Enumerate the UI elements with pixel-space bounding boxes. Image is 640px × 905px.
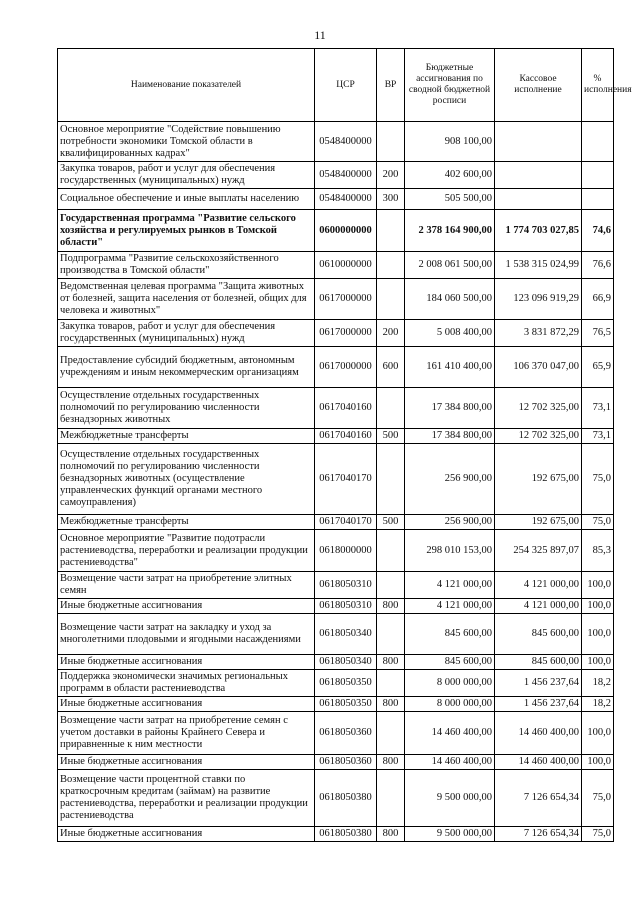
cell-vr: 800	[377, 827, 405, 842]
cell-vr: 200	[377, 162, 405, 189]
table-row	[58, 572, 614, 599]
cell-name: Осуществление отдельных государственных полномочий по регулированию численности безнадзорных животных (осуществление управленческих функций органами местного самоуправления)	[58, 444, 315, 515]
cell-cash: 845 600,00	[495, 655, 582, 670]
table-row	[58, 827, 614, 842]
cell-pct: 100,0	[582, 599, 614, 614]
table-row	[58, 347, 614, 388]
table-row	[58, 279, 614, 320]
header-vr: ВР	[377, 49, 405, 122]
cell-budget: 9 500 000,00	[405, 770, 495, 827]
cell-csr: 0618050350	[315, 697, 377, 712]
cell-budget: 2 378 164 900,00	[405, 210, 495, 252]
cell-name: Иные бюджетные ассигнования	[58, 827, 315, 842]
cell-csr: 0618050340	[315, 655, 377, 670]
table-body	[58, 122, 614, 842]
cell-csr: 0617040170	[315, 515, 377, 530]
cell-name: Социальное обеспечение и иные выплаты населению	[58, 189, 315, 210]
cell-name: Возмещение части затрат на приобретение семян с учетом доставки в районы Крайнего Севера и приравненные к ним местности	[58, 712, 315, 755]
table-row	[58, 697, 614, 712]
cell-cash: 14 460 400,00	[495, 712, 582, 755]
cell-name: Возмещение части процентной ставки по краткосрочным кредитам (займам) на развитие растениеводства, переработки и реализации продукции растениеводства	[58, 770, 315, 827]
cell-vr	[377, 572, 405, 599]
cell-csr: 0618050310	[315, 599, 377, 614]
cell-cash: 14 460 400,00	[495, 755, 582, 770]
cell-pct: 75,0	[582, 444, 614, 515]
cell-vr	[377, 210, 405, 252]
budget-execution-table	[57, 48, 632, 842]
cell-csr: 0618050310	[315, 572, 377, 599]
cell-budget: 9 500 000,00	[405, 827, 495, 842]
cell-cash: 1 774 703 027,85	[495, 210, 582, 252]
cell-csr: 0617040160	[315, 388, 377, 429]
cell-vr: 800	[377, 599, 405, 614]
cell-vr	[377, 530, 405, 572]
cell-pct: 75,0	[582, 770, 614, 827]
cell-budget: 8 000 000,00	[405, 670, 495, 697]
cell-pct: 76,5	[582, 320, 614, 347]
cell-pct: 18,2	[582, 670, 614, 697]
table-row	[58, 189, 614, 210]
cell-csr: 0617000000	[315, 279, 377, 320]
cell-csr: 0618050380	[315, 770, 377, 827]
table-header-row	[58, 49, 614, 122]
cell-vr: 600	[377, 347, 405, 388]
header-name: Наименование показателей	[58, 49, 315, 122]
table-row	[58, 388, 614, 429]
cell-budget: 17 384 800,00	[405, 429, 495, 444]
cell-cash: 3 831 872,29	[495, 320, 582, 347]
cell-pct	[582, 122, 614, 162]
cell-budget: 8 000 000,00	[405, 697, 495, 712]
table-row	[58, 162, 614, 189]
cell-pct: 100,0	[582, 614, 614, 655]
cell-cash	[495, 162, 582, 189]
cell-cash: 7 126 654,34	[495, 827, 582, 842]
cell-pct	[582, 189, 614, 210]
table-row	[58, 530, 614, 572]
cell-name: Возмещение части затрат на приобретение элитных семян	[58, 572, 315, 599]
cell-cash: 1 538 315 024,99	[495, 252, 582, 279]
cell-pct: 73,1	[582, 429, 614, 444]
cell-vr	[377, 670, 405, 697]
cell-vr: 200	[377, 320, 405, 347]
cell-pct: 100,0	[582, 712, 614, 755]
page-number: 11	[314, 28, 326, 42]
cell-cash: 192 675,00	[495, 444, 582, 515]
cell-cash: 192 675,00	[495, 515, 582, 530]
table-row	[58, 712, 614, 755]
cell-csr: 0548400000	[315, 189, 377, 210]
cell-name: Межбюджетные трансферты	[58, 429, 315, 444]
cell-name: Закупка товаров, работ и услуг для обеспечения государственных (муниципальных) нужд	[58, 162, 315, 189]
cell-pct: 65,9	[582, 347, 614, 388]
cell-budget: 505 500,00	[405, 189, 495, 210]
cell-pct: 100,0	[582, 755, 614, 770]
cell-cash	[495, 189, 582, 210]
cell-cash: 123 096 919,29	[495, 279, 582, 320]
cell-name: Закупка товаров, работ и услуг для обеспечения государственных (муниципальных) нужд	[58, 320, 315, 347]
table-row	[58, 755, 614, 770]
cell-pct: 100,0	[582, 655, 614, 670]
cell-pct: 85,3	[582, 530, 614, 572]
table-row	[58, 210, 614, 252]
cell-cash: 12 702 325,00	[495, 388, 582, 429]
cell-name: Подпрограмма "Развитие сельскохозяйственного производства в Томской области"	[58, 252, 315, 279]
cell-budget: 845 600,00	[405, 614, 495, 655]
cell-vr	[377, 279, 405, 320]
cell-name: Основное мероприятие "Содействие повышению потребности экономики Томской области в квалифицированных кадрах"	[58, 122, 315, 162]
cell-vr: 500	[377, 429, 405, 444]
cell-cash: 12 702 325,00	[495, 429, 582, 444]
cell-cash: 1 456 237,64	[495, 697, 582, 712]
cell-csr: 0617000000	[315, 320, 377, 347]
table-row	[58, 670, 614, 697]
cell-name: Государственная программа "Развитие сельского хозяйства и регулируемых рынков в Томской области"	[58, 210, 315, 252]
cell-cash: 7 126 654,34	[495, 770, 582, 827]
cell-vr: 500	[377, 515, 405, 530]
cell-csr: 0617000000	[315, 347, 377, 388]
cell-csr: 0617040160	[315, 429, 377, 444]
cell-vr	[377, 122, 405, 162]
cell-vr	[377, 712, 405, 755]
cell-budget: 2 008 061 500,00	[405, 252, 495, 279]
cell-pct: 100,0	[582, 572, 614, 599]
header-budget: Бюджетные ассигнования по сводной бюджетной росписи	[405, 49, 495, 122]
table-row	[58, 515, 614, 530]
cell-name: Поддержка экономически значимых региональных программ в области растениеводства	[58, 670, 315, 697]
cell-name: Ведомственная целевая программа "Защита животных от болезней, защита населения от болезней, общих для человека и животных"	[58, 279, 315, 320]
cell-name: Межбюджетные трансферты	[58, 515, 315, 530]
cell-name: Осуществление отдельных государственных полномочий по регулированию численности безнадзорных животных	[58, 388, 315, 429]
cell-name: Иные бюджетные ассигнования	[58, 655, 315, 670]
table-row	[58, 614, 614, 655]
table-row	[58, 320, 614, 347]
cell-vr: 300	[377, 189, 405, 210]
table-row	[58, 770, 614, 827]
cell-csr: 0548400000	[315, 122, 377, 162]
table-row	[58, 599, 614, 614]
header-csr: ЦСР	[315, 49, 377, 122]
cell-budget: 14 460 400,00	[405, 755, 495, 770]
table-row	[58, 444, 614, 515]
cell-pct: 18,2	[582, 697, 614, 712]
table-row	[58, 122, 614, 162]
cell-budget: 184 060 500,00	[405, 279, 495, 320]
cell-vr: 800	[377, 755, 405, 770]
cell-cash: 4 121 000,00	[495, 599, 582, 614]
cell-cash: 845 600,00	[495, 614, 582, 655]
cell-cash: 254 325 897,07	[495, 530, 582, 572]
cell-csr: 0618050350	[315, 670, 377, 697]
cell-pct	[582, 162, 614, 189]
cell-csr: 0548400000	[315, 162, 377, 189]
cell-budget: 845 600,00	[405, 655, 495, 670]
header-percent: % исполнения	[582, 49, 614, 122]
table-row	[58, 252, 614, 279]
cell-pct: 76,6	[582, 252, 614, 279]
cell-vr	[377, 614, 405, 655]
cell-name: Иные бюджетные ассигнования	[58, 697, 315, 712]
cell-budget: 4 121 000,00	[405, 599, 495, 614]
cell-pct: 75,0	[582, 515, 614, 530]
cell-csr: 0618050340	[315, 614, 377, 655]
header-cash: Кассовое исполнение	[495, 49, 582, 122]
cell-csr: 0610000000	[315, 252, 377, 279]
cell-budget: 256 900,00	[405, 444, 495, 515]
cell-csr: 0617040170	[315, 444, 377, 515]
cell-name: Основное мероприятие "Развитие подотрасли растениеводства, переработки и реализации продукции растениеводства"	[58, 530, 315, 572]
cell-csr: 0618050360	[315, 712, 377, 755]
cell-vr	[377, 770, 405, 827]
cell-pct: 73,1	[582, 388, 614, 429]
cell-csr: 0618050380	[315, 827, 377, 842]
cell-budget: 14 460 400,00	[405, 712, 495, 755]
cell-cash: 1 456 237,64	[495, 670, 582, 697]
cell-name: Возмещение части затрат на закладку и уход за многолетними плодовыми и ягодными насаждениями	[58, 614, 315, 655]
cell-cash: 106 370 047,00	[495, 347, 582, 388]
cell-vr: 800	[377, 655, 405, 670]
cell-budget: 908 100,00	[405, 122, 495, 162]
table-row	[58, 655, 614, 670]
cell-vr	[377, 444, 405, 515]
cell-budget: 402 600,00	[405, 162, 495, 189]
cell-vr	[377, 388, 405, 429]
cell-csr: 0618000000	[315, 530, 377, 572]
cell-budget: 161 410 400,00	[405, 347, 495, 388]
cell-name: Иные бюджетные ассигнования	[58, 599, 315, 614]
cell-vr	[377, 252, 405, 279]
table-row	[58, 429, 614, 444]
cell-vr: 800	[377, 697, 405, 712]
cell-cash	[495, 122, 582, 162]
cell-pct: 74,6	[582, 210, 614, 252]
cell-budget: 17 384 800,00	[405, 388, 495, 429]
cell-name: Иные бюджетные ассигнования	[58, 755, 315, 770]
cell-csr: 0618050360	[315, 755, 377, 770]
cell-pct: 75,0	[582, 827, 614, 842]
cell-name: Предоставление субсидий бюджетным, автономным учреждениям и иным некоммерческим организациям	[58, 347, 315, 388]
cell-pct: 66,9	[582, 279, 614, 320]
cell-budget: 4 121 000,00	[405, 572, 495, 599]
cell-budget: 298 010 153,00	[405, 530, 495, 572]
cell-cash: 4 121 000,00	[495, 572, 582, 599]
cell-budget: 256 900,00	[405, 515, 495, 530]
cell-csr: 0600000000	[315, 210, 377, 252]
cell-budget: 5 008 400,00	[405, 320, 495, 347]
